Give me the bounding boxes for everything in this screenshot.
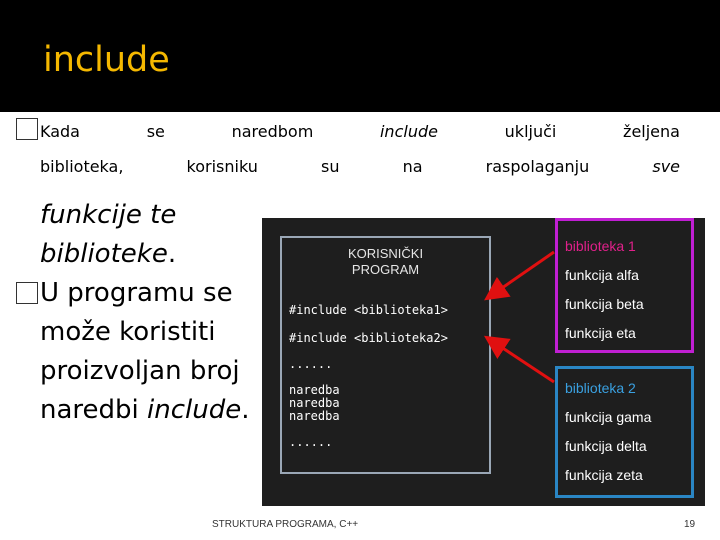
paragraph-1-line-2 (40, 157, 680, 176)
text-period: . (167, 239, 177, 269)
arrow-library-2 (489, 339, 554, 382)
text-word: korisniku (186, 157, 258, 176)
statement-line: naredba (289, 396, 340, 410)
paragraph-1-line-1 (16, 118, 680, 141)
library-1-function: funkcija beta (565, 296, 644, 312)
text: naredbi (40, 395, 148, 425)
slide-title: include (43, 40, 170, 80)
text-word: željena (623, 122, 680, 141)
text-word: na (402, 157, 423, 176)
text-word: naredbom (231, 122, 314, 141)
text-word: se (146, 122, 165, 141)
text-word: raspolaganju (485, 157, 590, 176)
paragraph-2-line-3: proizvoljan broj (40, 356, 240, 386)
library-1-function: funkcija eta (565, 325, 636, 341)
arrow-library-1 (489, 252, 554, 297)
statement-line: naredba (289, 409, 340, 423)
square-bullet-icon (16, 282, 38, 304)
paragraph-2-line-2: može koristiti (40, 317, 216, 347)
text-word-italic: include (379, 122, 438, 141)
paragraph-2-line-1 (16, 274, 233, 312)
library-2-function: funkcija gama (565, 409, 652, 425)
library-1-function: funkcija alfa (565, 267, 639, 283)
paragraph-1-line-4 (40, 235, 176, 273)
include-diagram (262, 218, 705, 506)
square-bullet-icon (16, 118, 38, 140)
include-line-2: #include <biblioteka2> (289, 331, 448, 345)
statement-line: naredba (289, 383, 340, 397)
text-word: Kada (40, 122, 80, 141)
library-1-name: biblioteka 1 (565, 238, 636, 254)
text-period: . (241, 395, 250, 425)
program-title-line-1: KORISNIČKI (347, 246, 424, 261)
library-2-name: biblioteka 2 (565, 380, 636, 396)
dots-line-2: ...... (289, 435, 333, 449)
program-title-line-2: PROGRAM (351, 262, 420, 277)
include-line-1: #include <biblioteka1> (289, 303, 448, 317)
paragraph-1-line-3: funkcije te (40, 200, 177, 230)
text-italic: include (147, 395, 242, 425)
library-2-function: funkcija delta (565, 438, 647, 454)
text-word: biblioteka, (40, 157, 124, 176)
footer-text: STRUKTURA PROGRAMA, C++ (212, 519, 359, 530)
library-2-function: funkcija zeta (565, 467, 643, 483)
text-word: uključi (504, 122, 557, 141)
arrows-layer (262, 218, 705, 506)
dots-line-1: ...... (289, 357, 333, 371)
page-number: 19 (684, 519, 696, 530)
text-word: su (321, 157, 340, 176)
text-italic: biblioteke (40, 239, 168, 269)
text: U programu se (40, 278, 233, 308)
text-word-italic: sve (652, 157, 681, 176)
paragraph-2-line-4 (40, 391, 250, 429)
